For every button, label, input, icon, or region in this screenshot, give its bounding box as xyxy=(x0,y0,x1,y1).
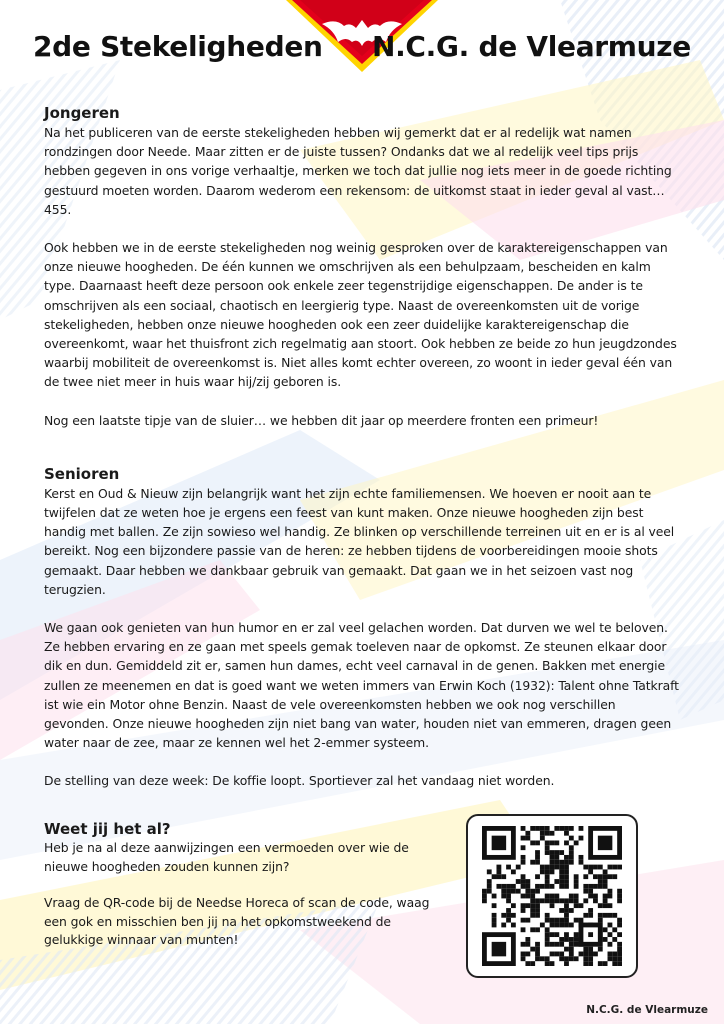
paragraph: Heb je na al deze aanwijzingen een vermoeden over wie de nieuwe hoogheden zouden kunnen zijn? xyxy=(44,840,409,874)
paragraph: De stelling van deze week: De koffie loopt. Sportiever zal het vandaag niet worden. xyxy=(44,773,555,789)
paragraph: We gaan ook genieten van hun humor en er zal veel gelachen worden. Dat durven we wel te beloven. Ze hebben ervaring en ze gaan met speels gemak toeleven naar de opkomst. Ze steunen elkaar door dik en dun. Gemiddeld zit er, samen hun dames, echt veel carnaval in de genen. Bakken met energie zullen ze meenemen en dat is goed want we weten immers van Erwin Koch (1932): Talent ohne Tatkraft ist wie ein Motor ohne Benzin. Naast de vele overeenkomsten hebben we ook nog verschillen gevonden. Onze nieuwe hoogheden zijn niet bang van water, houden niet van emmeren, dragen geen water naar de zee, maar ze kennen wel het 2-emmer systeem. xyxy=(44,620,679,751)
paragraph: Nog een laatste tipje van de sluier… we hebben dit jaar op meerdere fronten een primeur! xyxy=(44,412,599,428)
main-content xyxy=(44,104,680,810)
paragraph: Ook hebben we in de eerste stekeligheden nog weinig gesproken over de karaktereigenschappen van onze nieuwe hoogheden. De één kunnen we omschrijven als een behulpzaam, bescheiden en kalm type. Daarnaast heeft deze persoon ook enkele zeer tegenstrijdige eigenschappen. De ander is te omschrijven als een sociaal, chaotisch en leergierig type. Naast de overeenkomsten uit de vorige stekeligheden, hebben onze nieuwe hoogheden ook een zeer duidelijke karaktereigenschap die overeenkomt, waar het thuisfront zich regelmatig aan stoort. Ook hebben ze beide zo hun jeugdzondes waarbij mobiliteit de overeenkomst is. Niet alles komt echter overeen, zo woont in ieder geval één van de twee niet meer in huis waar hij/zij geboren is. xyxy=(44,240,677,390)
quiz-section xyxy=(44,820,444,968)
qr-code[interactable] xyxy=(482,826,622,966)
section-heading-jongeren: Jongeren xyxy=(44,104,120,122)
section-heading-senioren: Senioren xyxy=(44,464,120,483)
footer-label: N.C.G. de Vlearmuze xyxy=(586,1004,708,1016)
qr-code-frame xyxy=(466,814,638,978)
paragraph: Vraag de QR-code bij de Needse Horeca of scan de code, waag een gok en misschien ben jij na het opkomstweekend de gelukkige winnaar van munten! xyxy=(44,895,430,947)
section-heading-weet: Weet jij het al? xyxy=(44,820,171,838)
paragraph: Kerst en Oud & Nieuw zijn belangrijk want het zijn echte familiemensen. We hoeven er nooit aan te twijfelen dat ze weten hoe je ergens een feest van kunt maken. Onze nieuwe hoogheden zijn best handig met ballen. Ze zijn sowieso wel handig. Ze blinken op verschillende terreinen uit en er is al veel bereikt. Nog een bijzondere passie van de heren: ze hebben tijdens de voorbereidingen mooie shots gemaakt. Daar hebben we dankbaar gebruik van gemaakt. Dat gaan we in het seizoen vast nog terugzien. xyxy=(44,485,675,597)
page-title: 2de Stekeligheden xyxy=(33,30,323,63)
organization-title: N.C.G. de Vlearmuze xyxy=(371,30,691,63)
paragraph: Na het publiceren van de eerste stekeligheden hebben wij gemerkt dat er al redelijk wat namen rondzingen door Neede. Maar zitten er de juiste tussen? Ondanks dat we al redelijk veel tips prijs hebben gegeven in ons vorige verhaaltje, merken we toch dat jullie nog iets meer in de goede richting gestuurd moeten worden. Daarom wederom een rekensom: de uitkomst staat in ieder geval al vast… 455. xyxy=(44,125,672,217)
